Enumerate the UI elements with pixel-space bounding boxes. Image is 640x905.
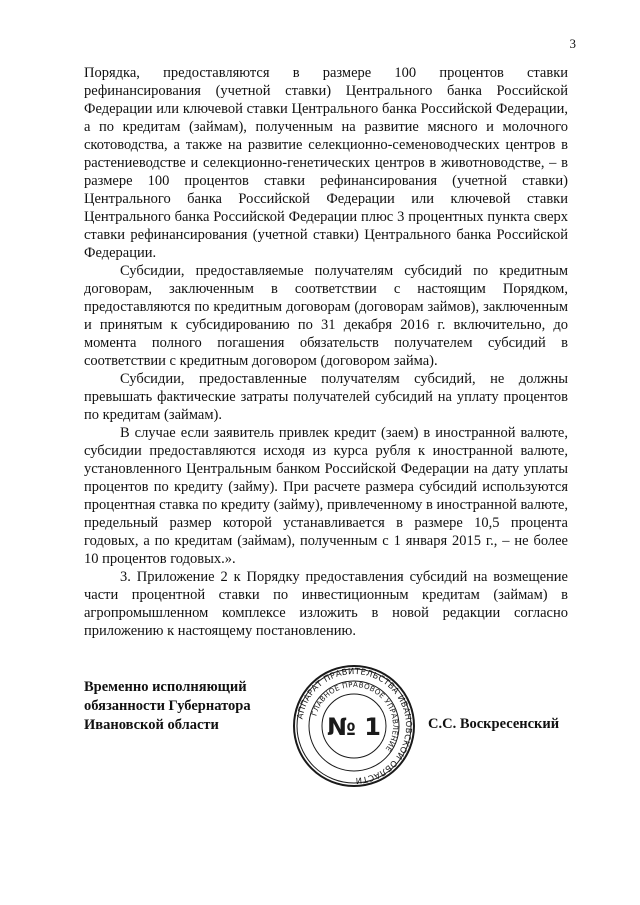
signer-name: С.С. Воскресенский [428,716,560,732]
signature-block [84,664,584,787]
paragraph-subsidy-contracts: Субсидии, предоставляемые получателям субсидий по кредитным договорам, заключенным в соответствии с настоящим Порядком, предоставляются по кредитным договорам (договорам займов), заключенным и принятым к субсидированию по 31 декабря 2016 г. включительно, до момента полного погашения обязательств получателем субсидий в соответствии с кредитным договором (договором займа). [84,263,568,369]
signer-title-line: Ивановской области [84,717,219,733]
paragraph-foreign-currency: В случае если заявитель привлек кредит (заем) в иностранной валюте, субсидии предоставляются исходя из курса рубля к иностранной валюте, установленного Центральным банком Российской Федерации на дату уплаты процентов по кредиту (займу). При расчете размера субсидий используются процентная ставка по кредиту (займу), привлеченному в иностранной валюте, предельный размер которой устанавливается в размере 10,5 процента годовых, а по кредитам (займам), полученным с 1 января 2015 г., – не более 10 процентов годовых.». [84,425,568,567]
signer-title-line: Временно исполняющий [84,679,247,695]
paragraph-subsidy-limit: Субсидии, предоставленные получателям субсидий, не должны превышать фактические затраты получателей субсидий на уплату процентов по кредитам (займам). [84,371,568,423]
seal-inner-text: ГЛАВНОЕ ПРАВОВОЕ УПРАВЛЕНИЕ [309,679,401,754]
signer-title [84,678,284,735]
paragraph-continuation: Порядка, предоставляются в размере 100 процентов ставки рефинансирования (учетной ставки) Центрального банка Российской Федерации или ключевой ставки Центрального банка Российской Федерации, а по кредитам (займам), полученным на развитие мясного и молочного скотоводства, а также на развитие селекционно-семеноводческих центров в растениеводстве и селекционно-генетических центров в животноводстве, – в размере 100 процентов ставки рефинансирования (учетной ставки) Центрального банка Российской Федерации или ключевой ставки Центрального банка Российской Федерации плюс 3 процентных пункта сверх ставки рефинансирования (учетной ставки) Центрального банка Российской Федерации. [84,65,568,261]
seal-outer-text: АППАРАТ ПРАВИТЕЛЬСТВА ИВАНОВСКОЙ ОБЛАСТИ [294,665,415,787]
signer-title-line: обязанности Губернатора [84,698,251,714]
seal-number: № 1 [327,713,381,741]
document-body [84,64,568,640]
paragraph-item-3: 3. Приложение 2 к Порядку предоставления субсидий на возмещение части процентной ставки по инвестиционным кредитам (займам) в агропромышленном комплексе изложить в новой редакции согласно приложению к настоящему постановлению. [84,569,568,639]
page-number: 3 [569,36,576,51]
official-seal [292,664,416,788]
